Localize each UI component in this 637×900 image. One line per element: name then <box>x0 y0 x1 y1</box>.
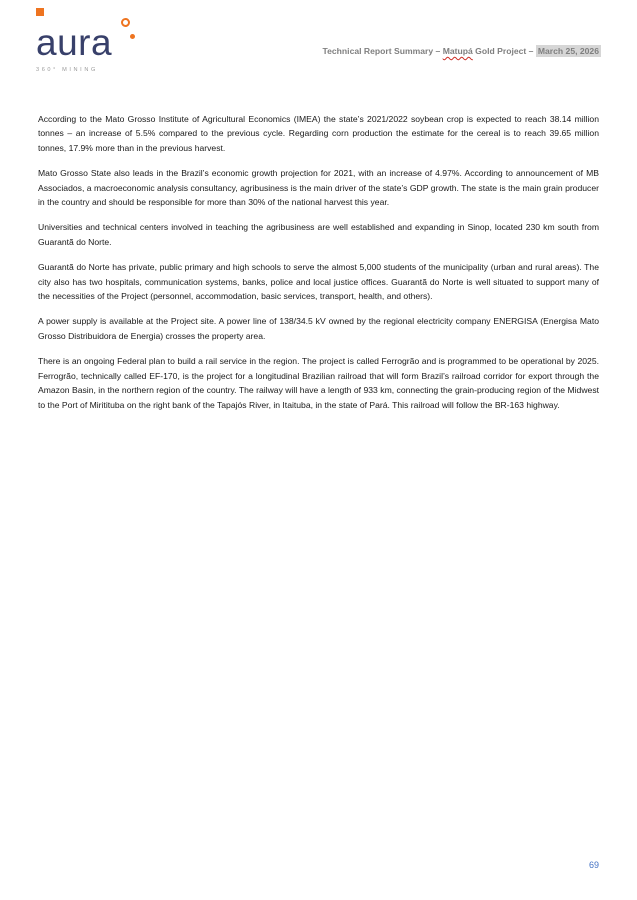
page-corner-mark <box>36 8 44 16</box>
header-title-mid: Gold Project – <box>472 46 536 56</box>
body-paragraph: According to the Mato Grosso Institute of Agricultural Economics (IMEA) the state’s 2021/2022 soybean crop is expected to reach 38.14 million tonnes – an increase of 5.5% compared to the previous cycle. Regarding corn production the estimate for the cereal is to reach 39.65 million tonnes, 17.9% more than in the previous harvest. <box>38 114 599 153</box>
page-header-title <box>323 46 601 56</box>
aura-tagline: 360° MINING <box>36 67 98 73</box>
aura-logo-marks <box>117 18 137 54</box>
body-paragraph: There is an ongoing Federal plan to build a rail service in the region. The project is called Ferrogrão and is programmed to be operational by 2025. Ferrogrão, technically called EF-170, is the project for a longitudinal Brazilian railroad that will form Brazil’s railroad corridor for export through the Amazon Basin, in the northern region of the country. The railway will have a length of 933 km, connecting the grain-producing region of the Midwest to the Port of Miritituba on the right bank of the Tapajós River, in Itaituba, in the state of Pará. This railroad will follow the BR-163 highway. <box>38 356 599 410</box>
body-paragraph: A power supply is available at the Project site. A power line of 138/34.5 kV owned by the regional electricity company ENERGISA (Energisa Mato Grosso Distribuidora de Energia) crosses the property area. <box>38 316 599 341</box>
dot-icon <box>130 34 135 39</box>
document-body <box>38 112 599 423</box>
header-title-prefix: Technical Report Summary – <box>322 46 443 56</box>
header-project-name: Matupá <box>442 46 473 56</box>
header-date-field: March 25, 2026 <box>537 46 599 56</box>
aura-wordmark: aura <box>36 22 113 63</box>
body-paragraph: Mato Grosso State also leads in the Brazil’s economic growth projection for 2021, with an increase of 4.97%. According to announcement of MB Associados, a macroeconomic analysis consultancy, agribusiness is the main driver of the state’s GDP growth. The state is the main grain producer in the country and should be responsible for more than 30% of the national harvest this year. <box>38 168 599 208</box>
aura-logo <box>36 24 112 73</box>
ring-icon <box>121 18 130 27</box>
aura-wordmark-row <box>36 24 112 61</box>
body-paragraph: Guarantã do Norte has private, public primary and high schools to serve the almost 5,000 students of the municipality (urban and rural areas). The city also has two hospitals, communication systems, banks, police and local justice offices. Guarantã do Norte is well situated to support many of the necessities of the Project (personnel, accommodation, basic services, transport, health, and others). <box>38 262 599 302</box>
page-number: 69 <box>588 860 599 870</box>
body-paragraph: Universities and technical centers involved in teaching the agribusiness are well established and expanding in Sinop, located 230 km south from Guarantã do Norte. <box>38 222 599 247</box>
